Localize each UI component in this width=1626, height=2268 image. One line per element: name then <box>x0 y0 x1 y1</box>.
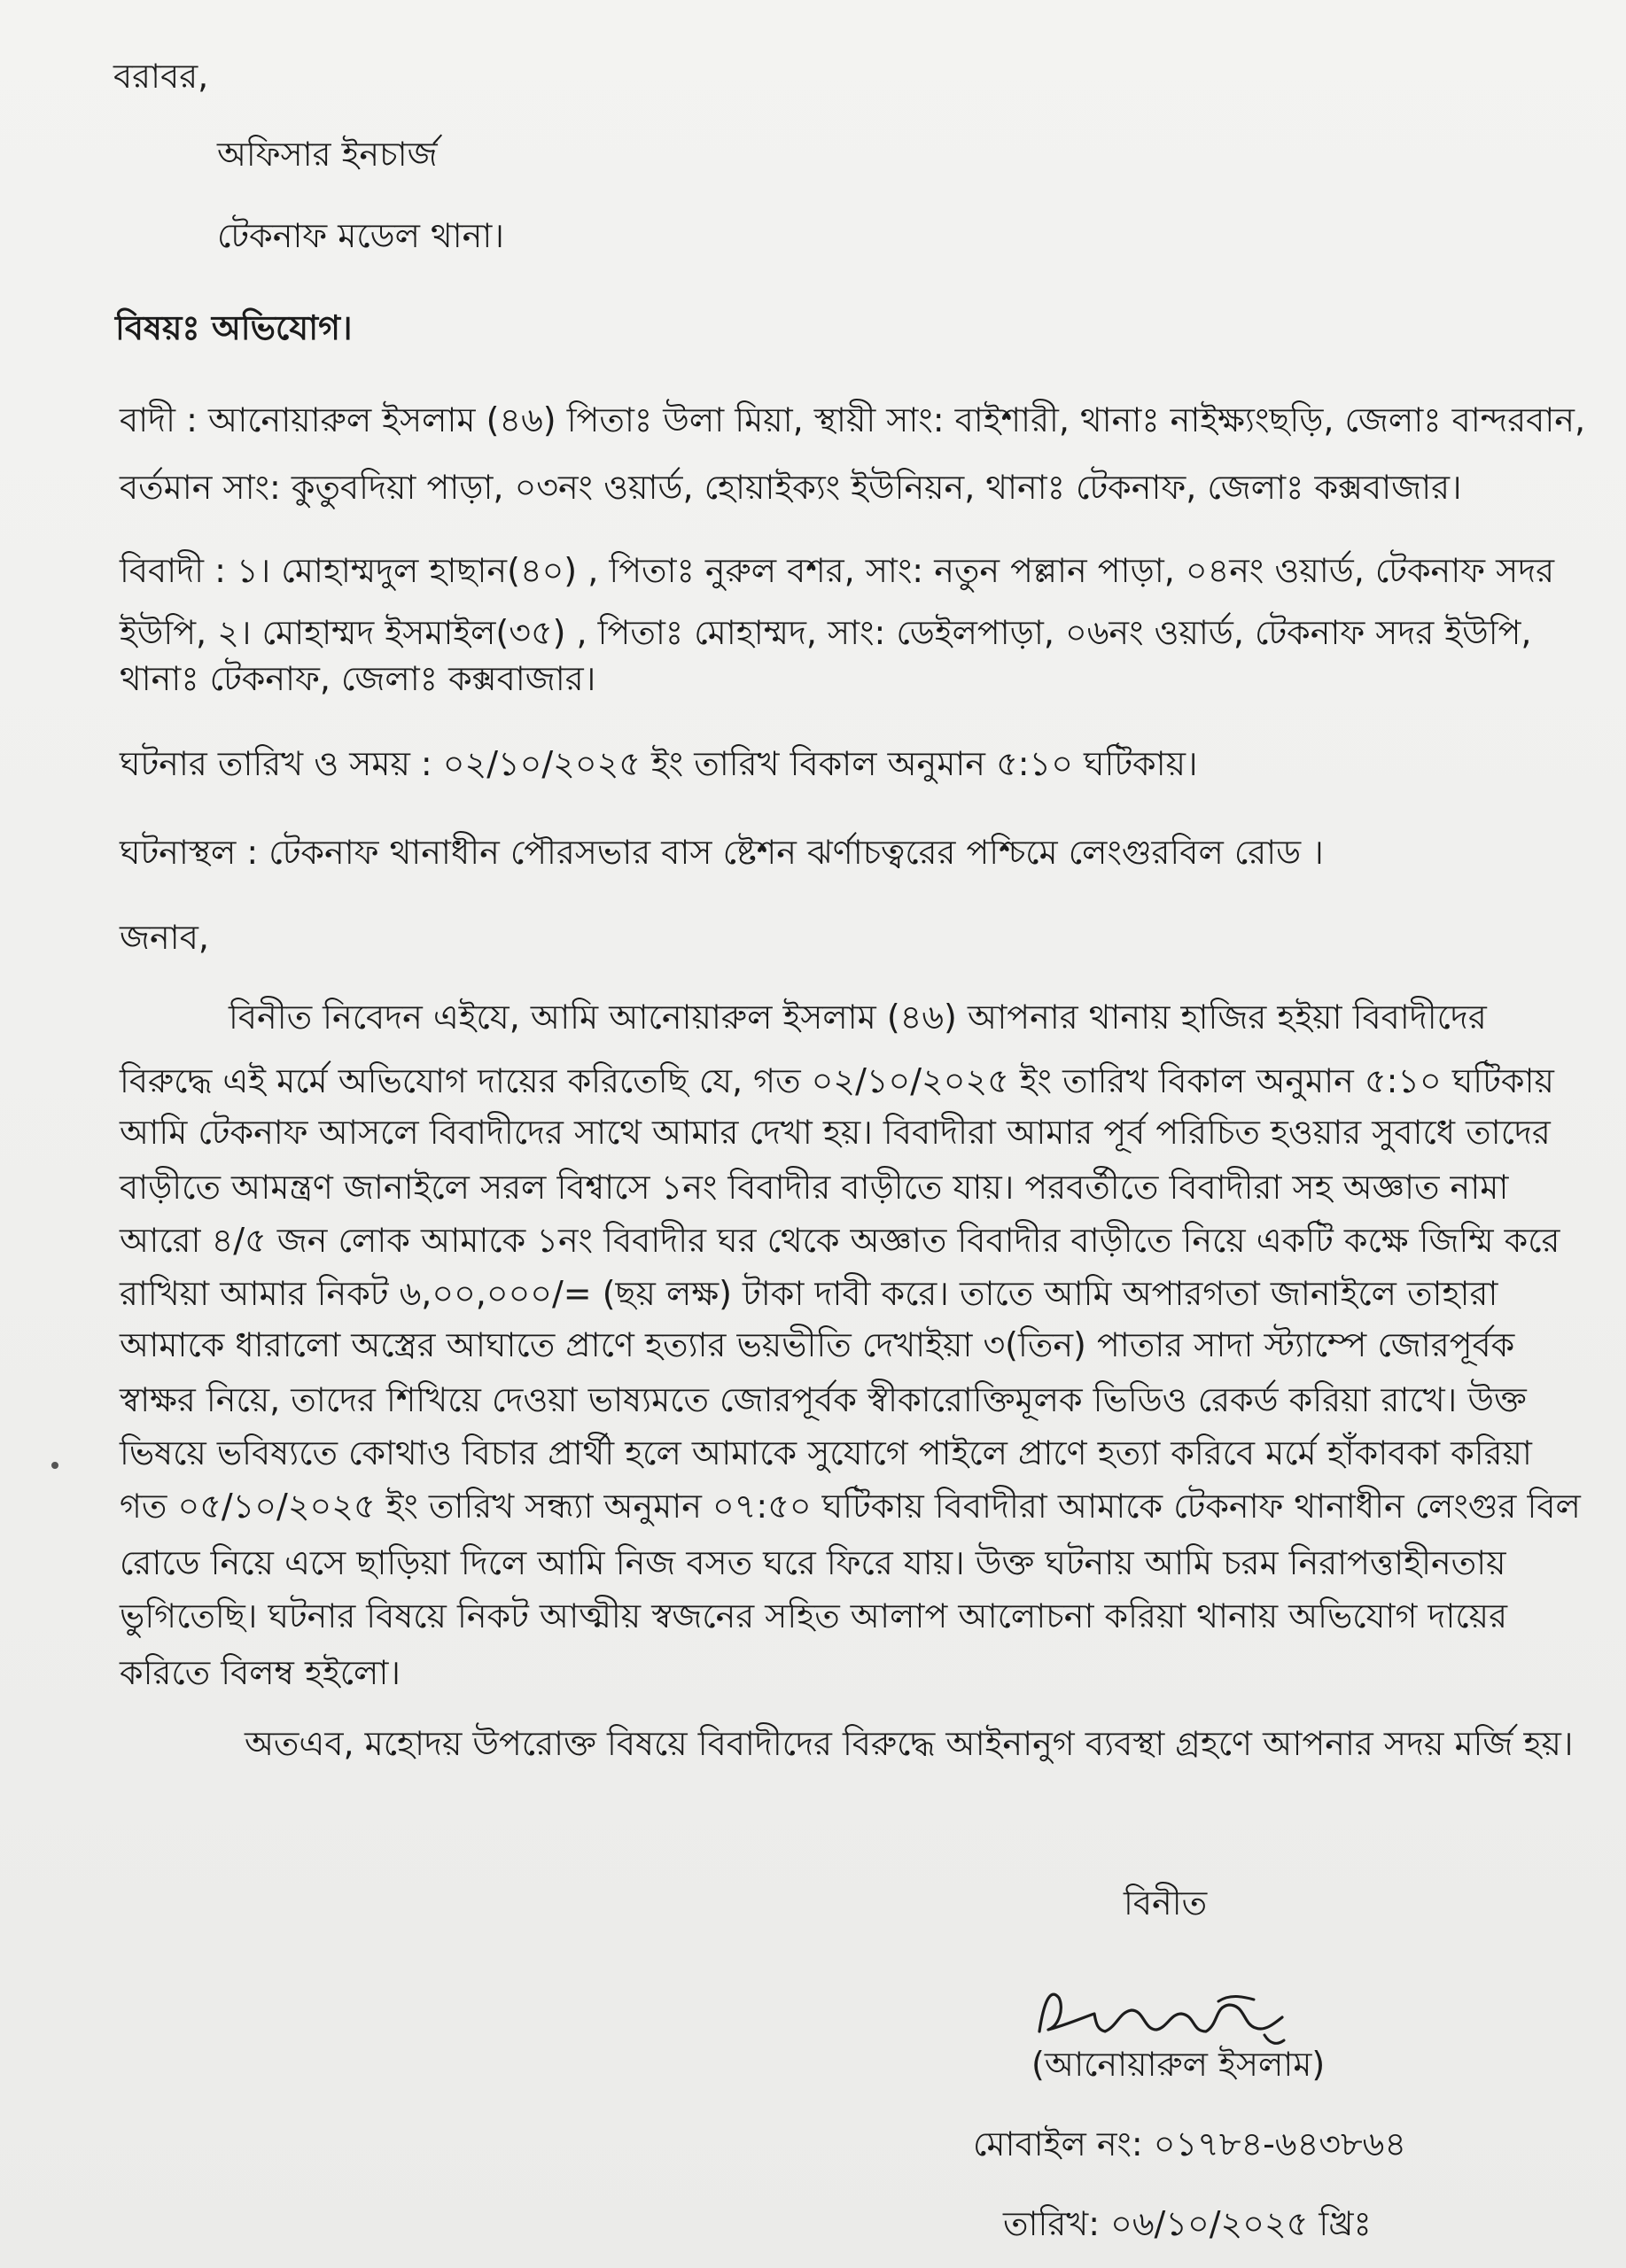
body-line: ভুগিতেছি। ঘটনার বিষয়ে নিকট আত্মীয় স্বজনের সহিত আলাপ আলোচনা করিয়া থানায় অভিযোগ দায়ের <box>120 1596 1507 1635</box>
recipient-title: অফিসার ইনচার্জ <box>217 135 438 174</box>
body-line: স্বাক্ষর নিয়ে, তাদের শিখিয়ে দেওয়া ভাষ্যমতে জোরপূর্বক স্বীকারোক্তিমূলক ভিডিও রেকর্ড করিয়া রাখে। উক্ত <box>120 1380 1527 1419</box>
body-line: করিতে বিলম্ব হইলো। <box>120 1653 401 1692</box>
body-line: বিনীত নিবেদন এইযে, আমি আনোয়ারুল ইসলাম (৪৬) আপনার থানায় হাজির হইয়া বিবাদীদের <box>229 998 1487 1037</box>
plaintiff-line-2: বর্তমান সাং: কুতুবদিয়া পাড়া, ০৩নং ওয়ার্ড, হোয়াইক্যং ইউনিয়ন, থানাঃ টেকনাফ, জেলাঃ কক্সবাজার। <box>120 468 1462 507</box>
respectfully-label: বিনীত <box>1124 1884 1208 1922</box>
body-line: ভিষয়ে ভবিষ্যতে কোথাও বিচার প্রার্থী হলে আমাকে সুযোগে পাইলে প্রাণে হত্যা করিবে মর্মে হাঁকাবকা করিয়া <box>120 1433 1532 1472</box>
incident-time: ঘটনার তারিখ ও সময় : ০২/১০/২০২৫ ইং তারিখ বিকাল অনুমান ৫:১০ ঘটিকায়। <box>120 744 1198 783</box>
signatory-name: (আনোয়ারুল ইসলাম) <box>1031 2045 1326 2084</box>
mobile-number: মোবাইল নং: ০১৭৮৪-৬৪৩৮৬৪ <box>973 2124 1406 2163</box>
greeting: জনাব, <box>120 918 209 957</box>
subject-line: বিষয়ঃ অভিযোগ। <box>115 308 353 347</box>
defendants-line-1: বিবাদী : ১। মোহাম্মদুল হাছান(৪০) , পিতাঃ নুরুল বশর, সাং: নতুন পল্লান পাড়া, ০৪নং ওয়ার্ড, টেকনাফ সদর <box>120 551 1555 590</box>
body-line: রাখিয়া আমার নিকট ৬,০০,০০০/= (ছয় লক্ষ) টাকা দাবী করে। তাতে আমি অপারগতা জানাইলে তাহারা <box>120 1274 1498 1313</box>
incident-place: ঘটনাস্থল : টেকনাফ থানাধীন পৌরসভার বাস ষ্টেশন ঝর্ণাচত্বরের পশ্চিমে লেংগুরবিল রোড । <box>120 833 1324 872</box>
paper-speck <box>51 1462 58 1469</box>
body-line: বিরুদ্ধে এই মর্মে অভিযোগ দায়ের করিতেছি যে, গত ০২/১০/২০২৫ ইং তারিখ বিকাল অনুমান ৫:১০ ঘটিকায় <box>120 1061 1554 1100</box>
closing-request: অতএব, মহোদয় উপরোক্ত বিষয়ে বিবাদীদের বিরুদ্ধে আইনানুগ ব্যবস্থা গ্রহণে আপনার সদয় মর্জি হয়। <box>245 1724 1574 1763</box>
police-station: টেকনাফ মডেল থানা। <box>217 216 504 255</box>
plaintiff-line-1: বাদী : আনোয়ারুল ইসলাম (৪৬) পিতাঃ উলা মিয়া, স্থায়ী সাং: বাইশারী, থানাঃ নাইক্ষ্যংছড়ি, জেলাঃ বান্দরবান, <box>120 400 1586 439</box>
body-line: বাড়ীতে আমন্ত্রণ জানাইলে সরল বিশ্বাসে ১নং বিবাদীর বাড়ীতে যায়। পরবর্তীতে বিবাদীরা সহ অজ্ঞাত নামা <box>120 1168 1509 1207</box>
body-line: আমাকে ধারালো অস্ত্রের আঘাতে প্রাণে হত্যার ভয়ভীতি দেখাইয়া ৩(তিন) পাতার সাদা স্ট্যাম্পে জোরপূর্বক <box>120 1325 1515 1364</box>
salutation-to: বরাবর, <box>113 57 209 96</box>
defendants-line-3: থানাঃ টেকনাফ, জেলাঃ কক্সবাজার। <box>120 659 596 698</box>
body-line: গত ০৫/১০/২০২৫ ইং তারিখ সন্ধ্যা অনুমান ০৭:৫০ ঘটিকায় বিবাদীরা আমাকে টেকনাফ থানাধীন লেংগুর বিল <box>120 1487 1581 1526</box>
body-line: আরো ৪/৫ জন লোক আমাকে ১নং বিবাদীর ঘর থেকে অজ্ঞাত বিবাদীর বাড়ীতে নিয়ে একটি কক্ষে জিম্মি করে <box>120 1221 1560 1260</box>
defendants-line-2: ইউপি, ২। মোহাম্মদ ইসমাইল(৩৫) , পিতাঃ মোহাম্মদ, সাং: ডেইলপাড়া, ০৬নং ওয়ার্ড, টেকনাফ সদর ইউপি, <box>120 613 1532 652</box>
body-line: রোডে নিয়ে এসে ছাড়িয়া দিলে আমি নিজ বসত ঘরে ফিরে যায়। উক্ত ঘটনায় আমি চরম নিরাপত্তাহীনতায় <box>120 1543 1506 1582</box>
body-line: আমি টেকনাফ আসলে বিবাদীদের সাথে আমার দেখা হয়। বিবাদীরা আমার পূর্ব পরিচিত হওয়ার সুবাধে তাদের <box>120 1113 1551 1152</box>
letter-date: তারিখ: ০৬/১০/২০২৫ খ্রিঃ <box>1003 2204 1372 2243</box>
